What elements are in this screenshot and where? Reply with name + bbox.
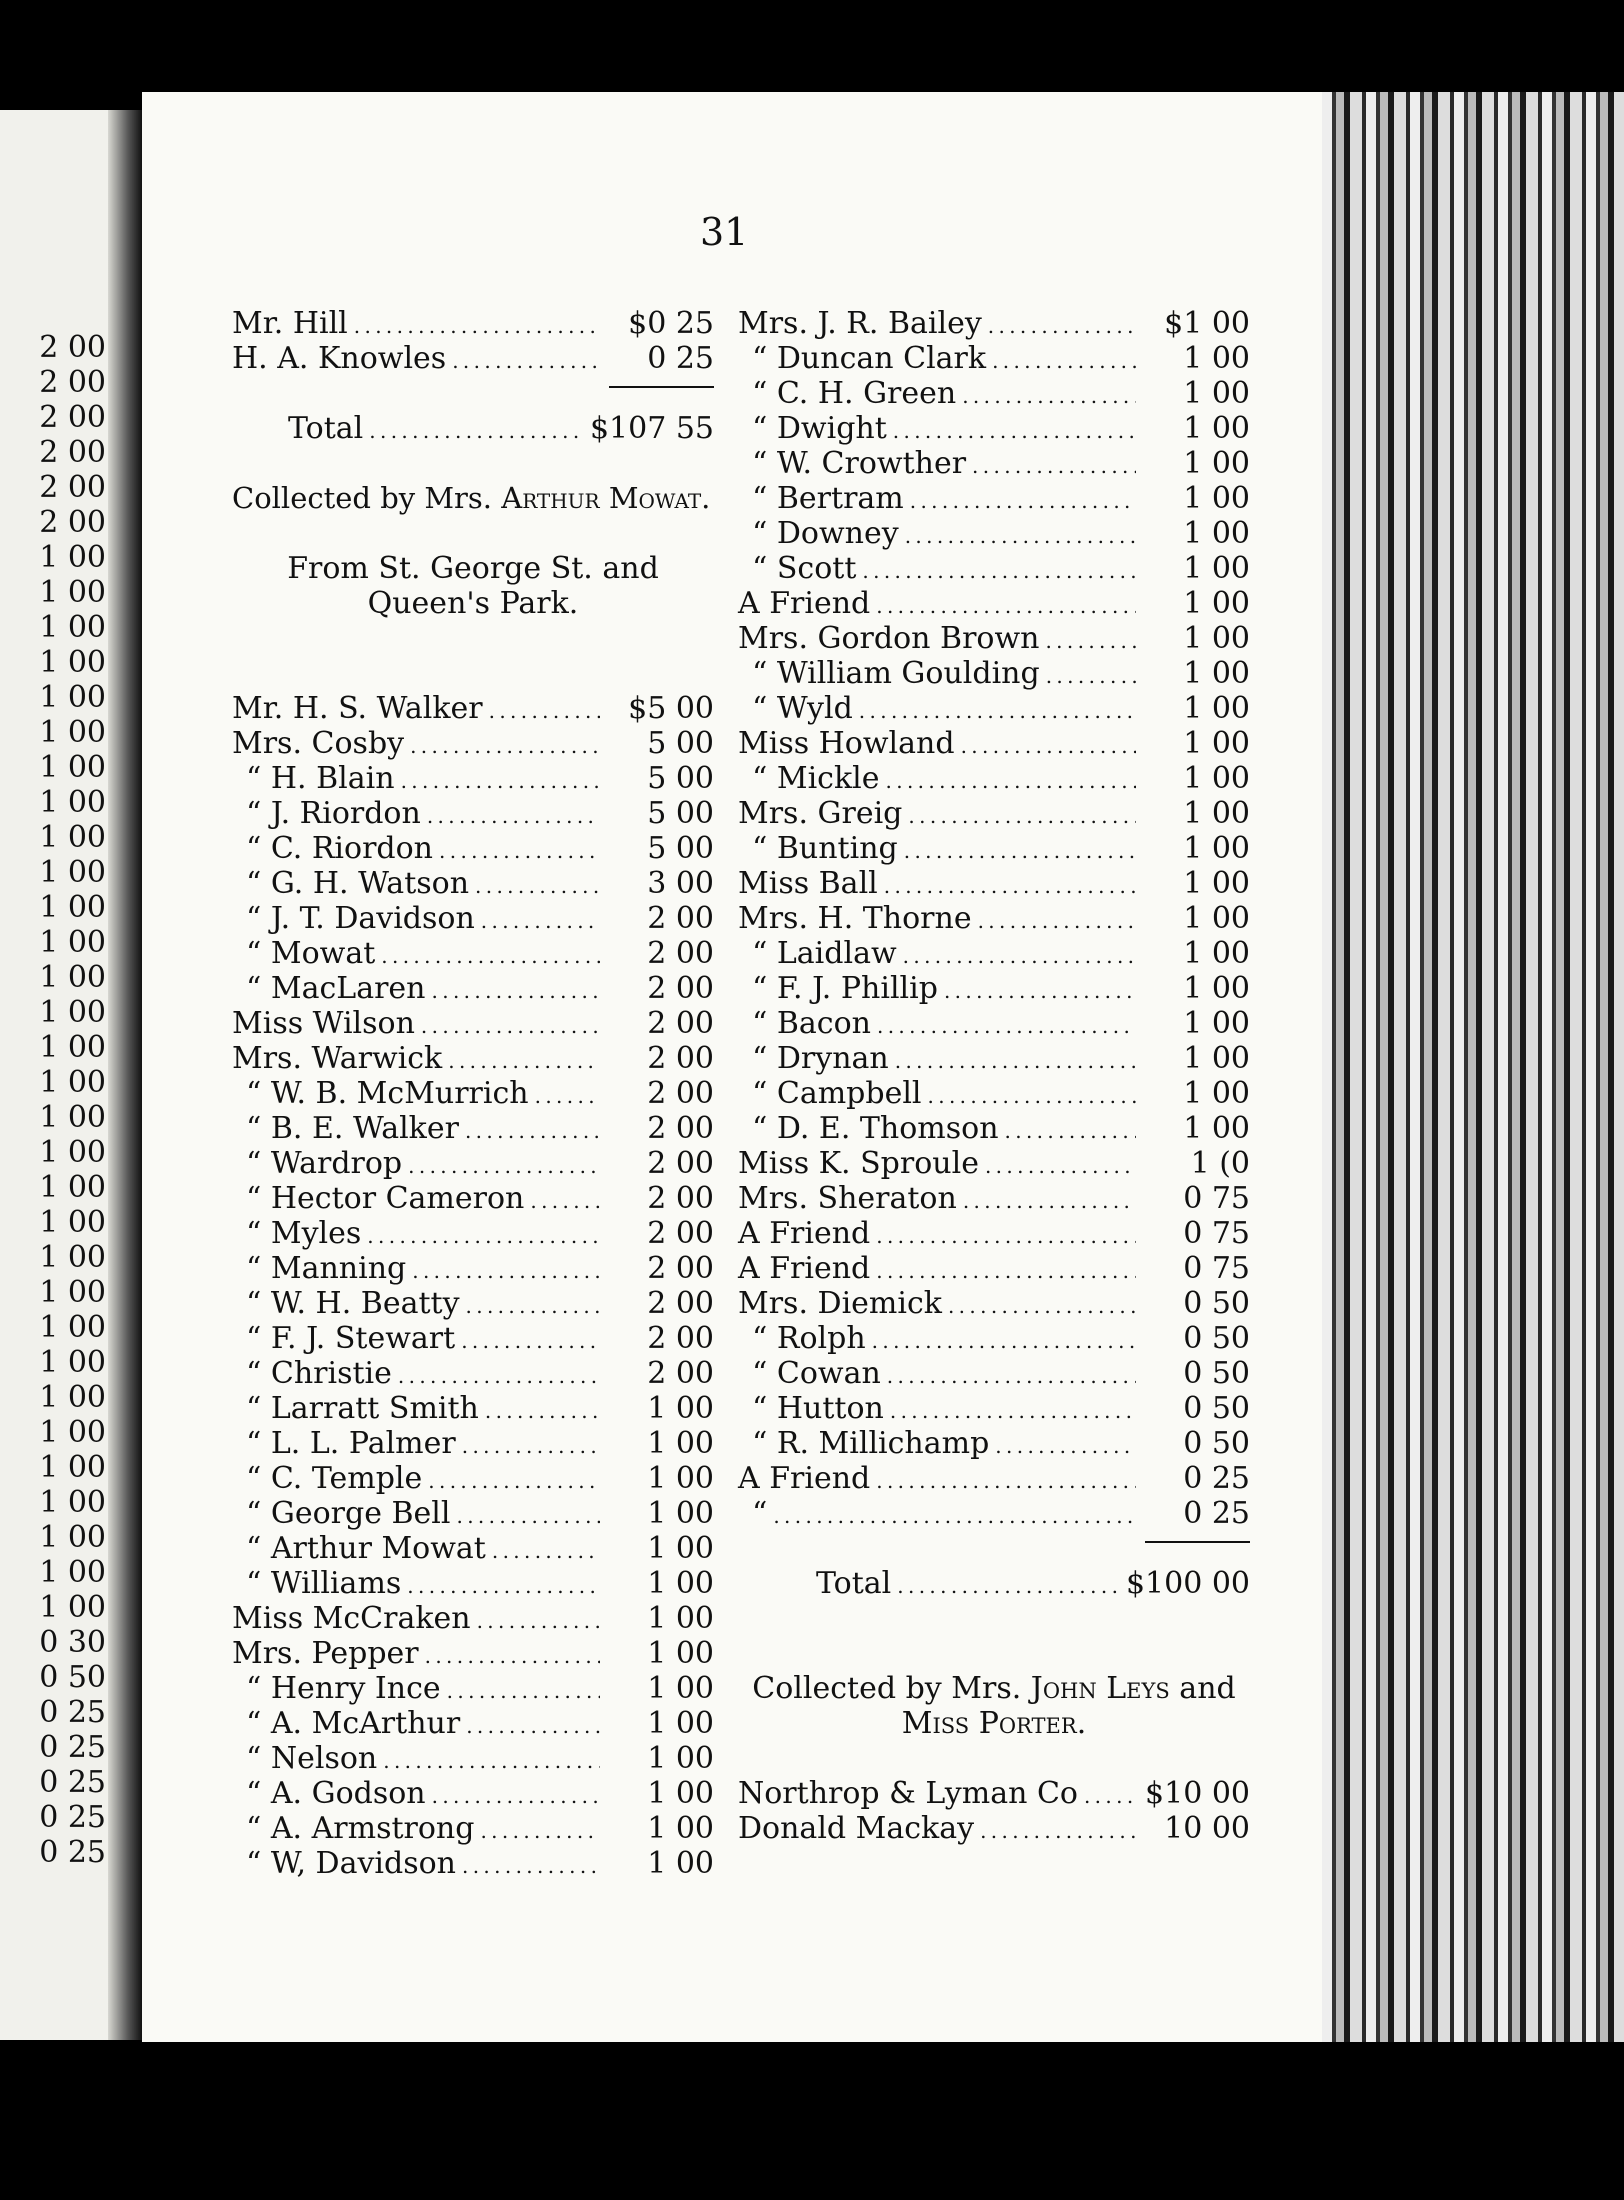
- entry-row: [232, 1706, 714, 1741]
- entry-amount: 1 00: [647, 1461, 714, 1496]
- entry-name: Mrs. Pepper: [232, 1636, 419, 1671]
- entry-name: Mrs. Cosby: [232, 726, 405, 761]
- previous-page-amount: 1 00: [39, 610, 106, 645]
- previous-page-amounts: [0, 330, 112, 1870]
- entry-amount: 1 00: [1183, 726, 1250, 761]
- entry-name: Mrs. J. R. Bailey: [738, 306, 982, 341]
- entry-name: Mr. H. S. Walker: [232, 691, 483, 726]
- entry-row: [738, 1356, 1250, 1391]
- entry-row: [232, 341, 714, 376]
- entry-name: “ Hector Cameron: [246, 1181, 525, 1216]
- previous-page-amount: 1 00: [39, 1135, 106, 1170]
- entry-amount: 0 75: [1183, 1181, 1250, 1216]
- previous-page-amount: 1 00: [39, 575, 106, 610]
- entry-amount: 0 50: [1183, 1286, 1250, 1321]
- entry-amount: 1 00: [1183, 1041, 1250, 1076]
- previous-page-amount: 1 00: [39, 1275, 106, 1310]
- entry-name: “ F. J. Phillip: [752, 971, 938, 1006]
- entry-amount: $10 00: [1145, 1776, 1250, 1811]
- entry-name: “ Drynan: [752, 1041, 889, 1076]
- previous-page-amount: 1 00: [39, 1590, 106, 1625]
- entry-row: [232, 971, 714, 1006]
- entry-name: Miss Howland: [738, 726, 955, 761]
- entry-amount: 1 00: [1183, 971, 1250, 1006]
- entry-row: [738, 796, 1250, 831]
- entry-amount: 1 (0: [1190, 1146, 1250, 1181]
- entry-row: [738, 1496, 1250, 1531]
- entry-amount: 1 00: [647, 1601, 714, 1636]
- entry-row: [738, 761, 1250, 796]
- entry-amount: 1 00: [1183, 376, 1250, 411]
- entry-row: [232, 1006, 714, 1041]
- entry-name: “ Scott: [752, 551, 857, 586]
- entry-amount: 1 00: [1183, 796, 1250, 831]
- entry-row: [738, 936, 1250, 971]
- entry-row: [232, 1146, 714, 1181]
- entry-amount: 1 00: [647, 1846, 714, 1881]
- entry-name: “ R. Millichamp: [752, 1426, 990, 1461]
- entry-amount: 2 00: [647, 1146, 714, 1181]
- entry-name: “ Bunting: [752, 831, 898, 866]
- previous-page-amount: 0 25: [39, 1765, 106, 1800]
- entry-amount: 1 00: [1183, 656, 1250, 691]
- book-gutter: [108, 110, 142, 2040]
- entry-row: [738, 1321, 1250, 1356]
- entry-name: Miss Ball: [738, 866, 878, 901]
- entry-name: “ Campbell: [752, 1076, 922, 1111]
- entry-amount: 1 00: [1183, 691, 1250, 726]
- entry-name: “ MacLaren: [246, 971, 426, 1006]
- entry-amount: 0 75: [1183, 1251, 1250, 1286]
- entry-amount: 0 25: [647, 341, 714, 376]
- entry-amount: 1 00: [647, 1671, 714, 1706]
- entry-name: Mrs. Gordon Brown: [738, 621, 1040, 656]
- entry-amount: 5 00: [647, 726, 714, 761]
- entry-row: [738, 866, 1250, 901]
- entry-name: “ George Bell: [246, 1496, 451, 1531]
- previous-page-amount: 1 00: [39, 1240, 106, 1275]
- entry-amount: $0 25: [628, 306, 714, 341]
- entry-row: [738, 1776, 1250, 1811]
- entry-name: “ A. Armstrong: [246, 1811, 475, 1846]
- entry-row: [738, 1216, 1250, 1251]
- entry-amount: 1 00: [1183, 831, 1250, 866]
- entry-name: A Friend: [738, 586, 871, 621]
- previous-page-amount: 1 00: [39, 1205, 106, 1240]
- entry-amount: 1 00: [1183, 621, 1250, 656]
- entry-row: [232, 1636, 714, 1671]
- previous-page-amount: 2 00: [39, 435, 106, 470]
- previous-page-amount: 1 00: [39, 1100, 106, 1135]
- entry-name: “ A. Godson: [246, 1776, 426, 1811]
- entry-row: [738, 516, 1250, 551]
- entry-row: [232, 691, 714, 726]
- entry-row: [738, 1391, 1250, 1426]
- previous-page-amount: 2 00: [39, 470, 106, 505]
- previous-page-amount: 1 00: [39, 1030, 106, 1065]
- entry-amount: 1 00: [647, 1706, 714, 1741]
- entry-amount: 1 00: [1183, 1111, 1250, 1146]
- entry-name: “ F. J. Stewart: [246, 1321, 456, 1356]
- entry-row: [738, 1006, 1250, 1041]
- entry-name: Northrop & Lyman Co: [738, 1776, 1078, 1811]
- entry-amount: 2 00: [647, 1076, 714, 1111]
- entry-amount: 1 00: [1183, 481, 1250, 516]
- entry-amount: 1 00: [647, 1741, 714, 1776]
- entry-name: “ Mowat: [246, 936, 376, 971]
- entry-name: Donald Mackay: [738, 1811, 975, 1846]
- total-label: Total: [288, 411, 364, 446]
- entry-name: “ Myles: [246, 1216, 362, 1251]
- entry-name: “ Wardrop: [246, 1146, 403, 1181]
- entry-row: [232, 1041, 714, 1076]
- entry-name: “ W, Davidson: [246, 1846, 456, 1881]
- entry-name: “ D. E. Thomson: [752, 1111, 999, 1146]
- entry-name: “ A. McArthur: [246, 1706, 461, 1741]
- entry-row: [738, 341, 1250, 376]
- entry-row: [738, 1181, 1250, 1216]
- entry-row: [738, 1286, 1250, 1321]
- entry-name: “ C. Riordon: [246, 831, 434, 866]
- entry-row: [232, 1076, 714, 1111]
- entry-row: [738, 971, 1250, 1006]
- collector-heading: Collected by Mrs. John Leys and: [752, 1671, 1236, 1706]
- entry-row: [232, 1741, 714, 1776]
- entry-row: [738, 376, 1250, 411]
- entry-amount: 1 00: [647, 1496, 714, 1531]
- entry-amount: 1 00: [1183, 586, 1250, 621]
- entry-name: “ W. B. McMurrich: [246, 1076, 529, 1111]
- entry-amount: 10 00: [1164, 1811, 1250, 1846]
- entry-amount: 1 00: [1183, 446, 1250, 481]
- entry-row: [232, 1321, 714, 1356]
- entry-name: “ C. H. Green: [752, 376, 957, 411]
- entry-row: [232, 726, 714, 761]
- left-column: [232, 306, 714, 1881]
- entry-amount: 1 00: [1183, 1076, 1250, 1111]
- previous-page-amount: 1 00: [39, 1345, 106, 1380]
- entry-name: “ Rolph: [752, 1321, 866, 1356]
- entry-row: [232, 1811, 714, 1846]
- entry-row: [738, 621, 1250, 656]
- previous-page-amount: 1 00: [39, 715, 106, 750]
- total-rule: [738, 1531, 1250, 1566]
- entry-name: “: [752, 1496, 768, 1531]
- entry-name: “ Downey: [752, 516, 899, 551]
- total-rule: [232, 376, 714, 411]
- entry-name: “ Hutton: [752, 1391, 884, 1426]
- entry-name: Mrs. Diemick: [738, 1286, 942, 1321]
- entry-name: “ William Goulding: [752, 656, 1040, 691]
- entry-amount: 2 00: [647, 1041, 714, 1076]
- previous-page-amount: 1 00: [39, 1170, 106, 1205]
- entry-row: [738, 1111, 1250, 1146]
- right-column: [738, 306, 1250, 1846]
- entry-amount: 2 00: [647, 1321, 714, 1356]
- entry-amount: 1 00: [1183, 1006, 1250, 1041]
- entry-row: [232, 761, 714, 796]
- entry-row: [738, 1041, 1250, 1076]
- entry-name: Miss Wilson: [232, 1006, 415, 1041]
- entry-row: [738, 446, 1250, 481]
- total-label: Total: [816, 1566, 892, 1601]
- entry-row: [232, 1286, 714, 1321]
- previous-page-amount: 1 00: [39, 960, 106, 995]
- entry-amount: 1 00: [1183, 411, 1250, 446]
- entry-amount: 0 25: [1183, 1461, 1250, 1496]
- entry-name: Mrs. H. Thorne: [738, 901, 972, 936]
- previous-page-amount: 1 00: [39, 1415, 106, 1450]
- previous-page-amount: 1 00: [39, 1555, 106, 1590]
- collector-heading-line2: Miss Porter.: [901, 1706, 1087, 1741]
- previous-page-amount: 1 00: [39, 1450, 106, 1485]
- total-row: [232, 411, 714, 446]
- entry-amount: $5 00: [628, 691, 714, 726]
- previous-page-amount: 0 50: [39, 1660, 106, 1695]
- entry-row: [232, 1531, 714, 1566]
- entry-row: [738, 1426, 1250, 1461]
- entry-name: “ Manning: [246, 1251, 407, 1286]
- entry-row: [232, 866, 714, 901]
- entry-row: [738, 691, 1250, 726]
- collector-heading: Collected by Mrs. Arthur Mowat.: [232, 481, 711, 515]
- entry-name: “ J. T. Davidson: [246, 901, 475, 936]
- area-heading: From St. George St. and Queen's Park.: [287, 551, 659, 621]
- entry-row: [738, 726, 1250, 761]
- page-number: 31: [700, 210, 749, 254]
- previous-page-amount: 2 00: [39, 400, 106, 435]
- previous-page-amount: 1 00: [39, 1065, 106, 1100]
- entry-amount: 1 00: [1183, 341, 1250, 376]
- entry-name: “ G. H. Watson: [246, 866, 470, 901]
- entry-name: “ Nelson: [246, 1741, 378, 1776]
- entry-amount: 1 00: [1183, 866, 1250, 901]
- entry-amount: 2 00: [647, 1216, 714, 1251]
- entry-amount: 1 00: [647, 1636, 714, 1671]
- entry-amount: 5 00: [647, 761, 714, 796]
- entry-name: Mrs. Warwick: [232, 1041, 443, 1076]
- entry-row: [232, 1461, 714, 1496]
- entry-amount: 1 00: [647, 1531, 714, 1566]
- entry-amount: 2 00: [647, 1006, 714, 1041]
- entry-name: “ Dwight: [752, 411, 887, 446]
- previous-page-amount: 1 00: [39, 1520, 106, 1555]
- entry-amount: 1 00: [1183, 761, 1250, 796]
- entry-row: [232, 1566, 714, 1601]
- entry-name: “ W. H. Beatty: [246, 1286, 460, 1321]
- entry-row: [738, 901, 1250, 936]
- entry-row: [232, 306, 714, 341]
- previous-page-amount: 2 00: [39, 365, 106, 400]
- previous-page-amount: 0 25: [39, 1695, 106, 1730]
- entry-amount: 0 25: [1183, 1496, 1250, 1531]
- entry-name: “ Bertram: [752, 481, 904, 516]
- previous-page-amount: 1 00: [39, 890, 106, 925]
- entry-row: [738, 586, 1250, 621]
- entry-row: [232, 1776, 714, 1811]
- entry-row: [232, 796, 714, 831]
- previous-page-amount: 1 00: [39, 1485, 106, 1520]
- entry-row: [738, 1076, 1250, 1111]
- entry-amount: 1 00: [647, 1811, 714, 1846]
- entry-name: A Friend: [738, 1461, 871, 1496]
- entry-row: [232, 1496, 714, 1531]
- previous-page-amount: 1 00: [39, 540, 106, 575]
- previous-page-amount: 2 00: [39, 330, 106, 365]
- entry-amount: 2 00: [647, 901, 714, 936]
- entry-amount: 2 00: [647, 1181, 714, 1216]
- previous-page-amount: 1 00: [39, 645, 106, 680]
- entry-name: “ W. Crowther: [752, 446, 967, 481]
- entry-row: [232, 1426, 714, 1461]
- entry-row: [232, 1391, 714, 1426]
- entry-row: [232, 1251, 714, 1286]
- previous-page-amount: 1 00: [39, 820, 106, 855]
- entry-row: [232, 1111, 714, 1146]
- previous-page-amount: 1 00: [39, 1310, 106, 1345]
- entry-name: “ Bacon: [752, 1006, 871, 1041]
- entry-row: [232, 1846, 714, 1881]
- entry-name: H. A. Knowles: [232, 341, 447, 376]
- entry-name: “ Christie: [246, 1356, 392, 1391]
- entry-amount: 2 00: [647, 1286, 714, 1321]
- entry-amount: 2 00: [647, 971, 714, 1006]
- entry-amount: 1 00: [647, 1566, 714, 1601]
- previous-page-amount: 0 25: [39, 1730, 106, 1765]
- entry-row: [738, 656, 1250, 691]
- previous-page-amount: 0 25: [39, 1800, 106, 1835]
- entry-amount: 3 00: [647, 866, 714, 901]
- entry-amount: 1 00: [1183, 551, 1250, 586]
- entry-row: [738, 411, 1250, 446]
- entry-name: “ Arthur Mowat: [246, 1531, 486, 1566]
- entry-row: [232, 936, 714, 971]
- entry-row: [232, 901, 714, 936]
- entry-amount: 2 00: [647, 936, 714, 971]
- entry-row: [738, 1146, 1250, 1181]
- entry-row: [738, 306, 1250, 341]
- entry-name: A Friend: [738, 1251, 871, 1286]
- previous-page-amount: 0 25: [39, 1835, 106, 1870]
- entry-name: Mrs. Sheraton: [738, 1181, 957, 1216]
- entry-amount: 2 00: [647, 1251, 714, 1286]
- previous-page-amount: 1 00: [39, 1380, 106, 1415]
- entry-row: [738, 1461, 1250, 1496]
- entry-row: [738, 1811, 1250, 1846]
- previous-page-amount: 0 30: [39, 1625, 106, 1660]
- entry-name: “ H. Blain: [246, 761, 395, 796]
- previous-page-amount: 1 00: [39, 680, 106, 715]
- entry-name: “ C. Temple: [246, 1461, 423, 1496]
- entry-amount: 1 00: [1183, 516, 1250, 551]
- previous-page-amount: 1 00: [39, 750, 106, 785]
- entry-row: [232, 1181, 714, 1216]
- previous-page-amount: 1 00: [39, 925, 106, 960]
- entry-name: “ Cowan: [752, 1356, 881, 1391]
- entry-amount: 1 00: [647, 1426, 714, 1461]
- entry-name: “ Wyld: [752, 691, 853, 726]
- entry-amount: 0 50: [1183, 1426, 1250, 1461]
- total-amount: $100 00: [1125, 1566, 1250, 1601]
- entry-amount: 0 50: [1183, 1391, 1250, 1426]
- entry-name: “ Williams: [246, 1566, 402, 1601]
- previous-page-amount: 1 00: [39, 855, 106, 890]
- previous-page-amount: 2 00: [39, 505, 106, 540]
- entry-row: [738, 481, 1250, 516]
- entry-amount: $1 00: [1164, 306, 1250, 341]
- entry-amount: 1 00: [1183, 901, 1250, 936]
- entry-name: “ B. E. Walker: [246, 1111, 459, 1146]
- previous-page-amount: 1 00: [39, 785, 106, 820]
- entry-row: [232, 1601, 714, 1636]
- entry-name: Miss K. Sproule: [738, 1146, 979, 1181]
- previous-page-amount: 1 00: [39, 995, 106, 1030]
- entry-amount: 2 00: [647, 1356, 714, 1391]
- entry-row: [232, 1216, 714, 1251]
- entry-amount: 0 75: [1183, 1216, 1250, 1251]
- entry-row: [738, 551, 1250, 586]
- entry-amount: 0 50: [1183, 1321, 1250, 1356]
- entry-name: “ Laidlaw: [752, 936, 897, 971]
- entry-name: Miss McCraken: [232, 1601, 471, 1636]
- entry-name: “ Duncan Clark: [752, 341, 987, 376]
- entry-name: “ L. L. Palmer: [246, 1426, 456, 1461]
- total-row: [738, 1566, 1250, 1601]
- entry-row: [232, 831, 714, 866]
- entry-row: [738, 1251, 1250, 1286]
- total-amount: $107 55: [589, 411, 714, 446]
- entry-row: [232, 1356, 714, 1391]
- entry-name: “ Mickle: [752, 761, 880, 796]
- entry-amount: 1 00: [647, 1776, 714, 1811]
- entry-name: “ J. Riordon: [246, 796, 421, 831]
- book-page-edges: [1322, 92, 1624, 2042]
- entry-amount: 1 00: [1183, 936, 1250, 971]
- entry-row: [738, 831, 1250, 866]
- entry-amount: 2 00: [647, 1111, 714, 1146]
- entry-amount: 5 00: [647, 796, 714, 831]
- entry-name: “ Larratt Smith: [246, 1391, 479, 1426]
- entry-amount: 1 00: [647, 1391, 714, 1426]
- entry-name: Mrs. Greig: [738, 796, 903, 831]
- entry-amount: 5 00: [647, 831, 714, 866]
- entry-name: A Friend: [738, 1216, 871, 1251]
- entry-name: “ Henry Ince: [246, 1671, 441, 1706]
- entry-row: [232, 1671, 714, 1706]
- entry-amount: 0 50: [1183, 1356, 1250, 1391]
- entry-name: Mr. Hill: [232, 306, 348, 341]
